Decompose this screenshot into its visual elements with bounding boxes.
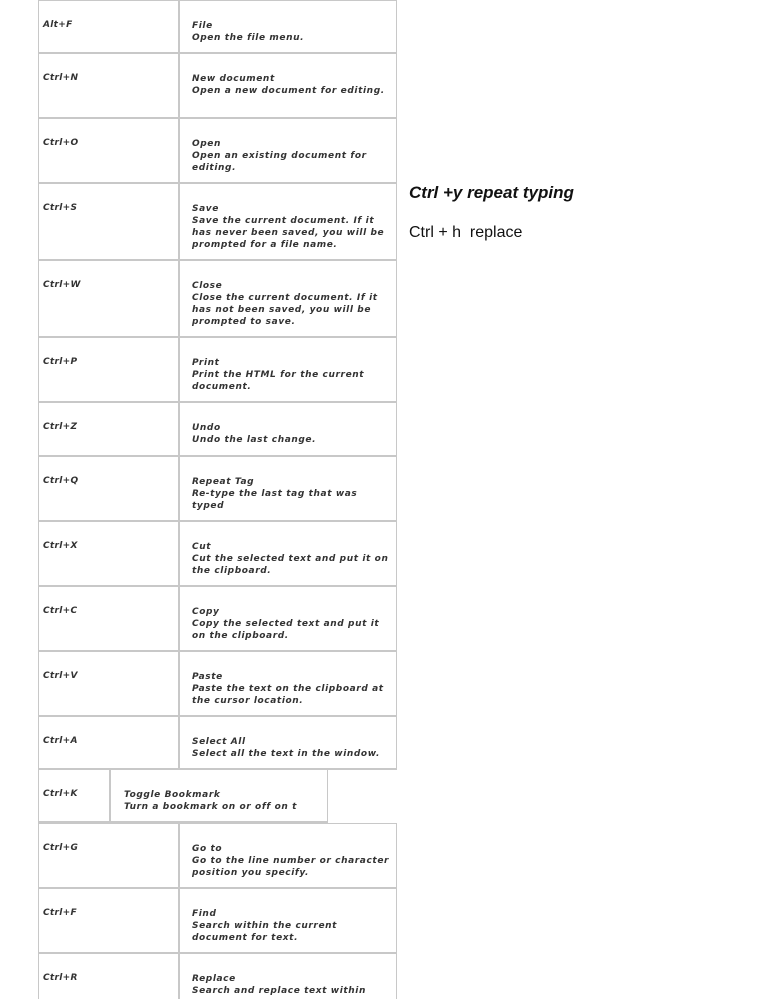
shortcut-description [180, 338, 396, 401]
shortcut-description [180, 954, 396, 999]
note-replace: Ctrl + h replace [409, 224, 523, 241]
table-row [38, 54, 397, 119]
shortcut-table [38, 0, 397, 999]
shortcut-description [180, 403, 396, 455]
table-row [38, 522, 397, 587]
shortcut-text: Search within the current document for text. [192, 921, 338, 943]
shortcut-description [180, 1, 396, 52]
shortcut-title: Repeat Tag [192, 477, 255, 487]
table-row [38, 119, 397, 184]
shortcut-key: Alt+F [39, 1, 180, 52]
shortcut-title: Save [192, 204, 219, 214]
table-row [38, 338, 397, 403]
shortcut-text: Print the HTML for the current document. [192, 370, 365, 392]
shortcut-key: Ctrl+V [39, 652, 180, 715]
shortcut-key: Ctrl+X [39, 522, 180, 585]
table-row [38, 457, 397, 522]
shortcut-title: Replace [192, 974, 236, 984]
table-row [38, 652, 397, 717]
shortcut-text: Copy the selected text and put it on the clipboard. [192, 619, 380, 641]
shortcut-description [180, 717, 396, 768]
shortcut-key: Ctrl+A [39, 717, 180, 768]
shortcut-title: Cut [192, 542, 212, 552]
shortcut-key: Ctrl+N [39, 54, 180, 117]
shortcut-title: Close [192, 281, 223, 291]
shortcut-text: Turn a bookmark on or off on t [124, 802, 298, 812]
table-row [38, 717, 397, 770]
table-row [38, 954, 397, 999]
table-row [38, 184, 397, 261]
shortcut-text: Open the file menu. [192, 33, 305, 43]
shortcut-title: Toggle Bookmark [124, 790, 221, 800]
shortcut-key: Ctrl+W [39, 261, 180, 336]
note-repeat-typing: Ctrl +y repeat typing [409, 183, 574, 202]
shortcut-key: Ctrl+S [39, 184, 180, 259]
table-row [38, 770, 328, 823]
shortcut-description [180, 824, 396, 887]
shortcut-key: Ctrl+C [39, 587, 180, 650]
shortcut-text: Search and replace text within [192, 986, 366, 996]
shortcut-key: Ctrl+R [39, 954, 180, 999]
shortcut-key: Ctrl+Q [39, 457, 180, 520]
shortcut-text: Close the current document. If it has not been saved, you will be prompted to save. [192, 293, 378, 327]
shortcut-title: File [192, 21, 213, 31]
shortcut-key: Ctrl+K [39, 770, 111, 821]
shortcut-key: Ctrl+O [39, 119, 180, 182]
shortcut-text: Cut the selected text and put it on the clipboard. [192, 554, 389, 576]
shortcut-key: Ctrl+Z [39, 403, 180, 455]
table-row [38, 261, 397, 338]
shortcut-description [180, 184, 396, 259]
shortcut-description [180, 587, 396, 650]
shortcut-title: Print [192, 358, 220, 368]
shortcut-text: Save the current document. If it has never been saved, you will be prompted for a file name. [192, 216, 385, 250]
shortcut-title: Copy [192, 607, 220, 617]
shortcut-description [180, 457, 396, 520]
table-row [38, 889, 397, 954]
shortcut-title: New document [192, 74, 275, 84]
shortcut-title: Select All [192, 737, 246, 747]
shortcut-description [180, 522, 396, 585]
shortcut-text: Re-type the last tag that was typed [192, 489, 358, 511]
shortcut-description [180, 652, 396, 715]
shortcut-title: Open [192, 139, 222, 149]
shortcut-description [180, 54, 396, 117]
shortcut-key: Ctrl+P [39, 338, 180, 401]
shortcut-text: Paste the text on the clipboard at the cursor location. [192, 684, 384, 706]
shortcut-text: Select all the text in the window. [192, 749, 381, 759]
shortcut-title: Paste [192, 672, 223, 682]
table-row [38, 823, 397, 889]
shortcut-description [180, 119, 396, 182]
shortcut-title: Find [192, 909, 217, 919]
shortcut-title: Go to [192, 844, 223, 854]
shortcut-key: Ctrl+G [39, 824, 180, 887]
shortcut-text: Open an existing document for editing. [192, 151, 367, 173]
shortcut-text: Undo the last change. [192, 435, 317, 445]
shortcut-key: Ctrl+F [39, 889, 180, 952]
shortcut-title: Undo [192, 423, 221, 433]
table-row [38, 587, 397, 652]
shortcut-description [111, 770, 327, 821]
table-row [38, 0, 397, 54]
shortcut-description [180, 889, 396, 952]
shortcut-text: Go to the line number or character position you specify. [192, 856, 390, 878]
table-row [38, 403, 397, 457]
shortcut-text: Open a new document for editing. [192, 86, 385, 96]
shortcut-description [180, 261, 396, 336]
